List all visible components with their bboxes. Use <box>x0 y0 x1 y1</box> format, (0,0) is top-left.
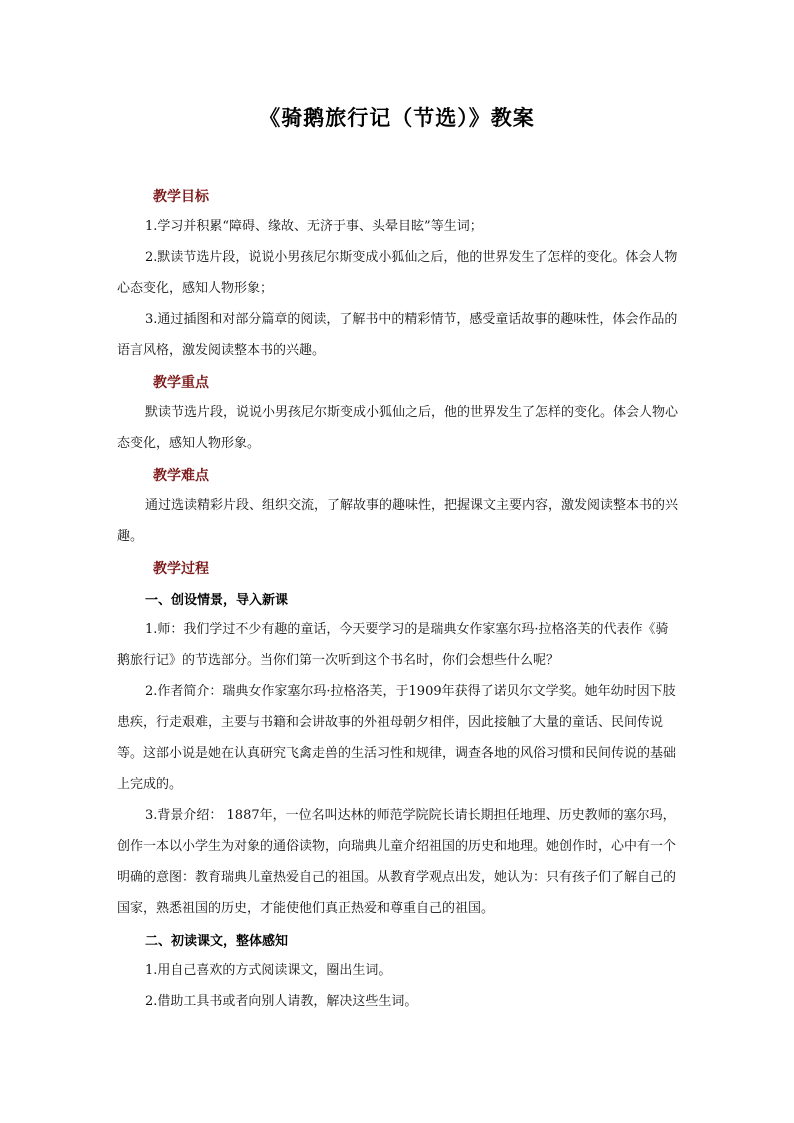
step1-item: 2.作者简介：瑞典女作家塞尔玛·拉格洛芙，于1909年获得了诺贝尔文学奖。她年幼时因下肢患疾，行走艰难，主要与书籍和会讲故事的外祖母朝夕相伴，因此接触了大量的童话、民间传说等。这部小说是她在认真研究飞禽走兽的生活习性和规律，调查各地的风俗习惯和民间传说的基础上完成的。 <box>117 684 677 792</box>
step1-item: 1.师：我们学过不少有趣的童话，今天要学习的是瑞典女作家塞尔玛·拉格洛芙的代表作《骑鹅旅行记》的节选部分。当你们第一次听到这个书名时，你们会想些什么呢？ <box>117 622 669 668</box>
difficulty-text: 通过选读精彩片段、组织交流，了解故事的趣味性，把握课文主要内容，激发阅读整本书的兴趣。 <box>117 498 679 544</box>
difficulty-heading: 教学难点 <box>153 468 209 484</box>
goals-heading: 教学目标 <box>153 189 209 205</box>
document-body <box>117 180 679 1017</box>
step1-heading: 一、创设情景，导入新课 <box>145 593 289 608</box>
step2-heading: 二、初读课文，整体感知 <box>145 934 289 949</box>
step1-item: 3.背景介绍： 1887年，一位名叫达林的师范学院院长请长期担任地理、历史教师的塞尔玛，创作一本以小学生为对象的通俗读物，向瑞典儿童介绍祖国的历史和地理。她创作时，心中有一个明确的意图：教育瑞典儿童热爱自己的祖国。从教育学观点出发，她认为：只有孩子们了解自己的国家，熟悉祖国的历史，才能使他们真正热爱和尊重自己的祖国。 <box>117 808 677 916</box>
key-text: 默读节选片段，说说小男孩尼尔斯变成小狐仙之后，他的世界发生了怎样的变化。体会人物心态变化，感知人物形象。 <box>117 405 679 451</box>
goal-item: 1.学习并积累“障碍、缘故、无济于事、头晕目眩”等生词； <box>145 219 483 234</box>
page-title: 《骑鹅旅行记（节选）》教案 <box>259 106 535 130</box>
goal-item: 3.通过插图和对部分篇章的阅读，了解书中的精彩情节，感受童话故事的趣味性，体会作品的语言风格，激发阅读整本书的兴趣。 <box>117 312 678 358</box>
process-heading: 教学过程 <box>153 561 209 577</box>
step2-item: 1.用自己喜欢的方式阅读课文，圈出生词。 <box>145 963 392 978</box>
goal-item: 2.默读节选片段，说说小男孩尼尔斯变成小狐仙之后，他的世界发生了怎样的变化。体会人物心态变化，感知人物形象； <box>117 250 678 296</box>
key-heading: 教学重点 <box>153 375 209 391</box>
step2-item: 2.借助工具书或者向别人请教，解决这些生词。 <box>145 994 418 1009</box>
